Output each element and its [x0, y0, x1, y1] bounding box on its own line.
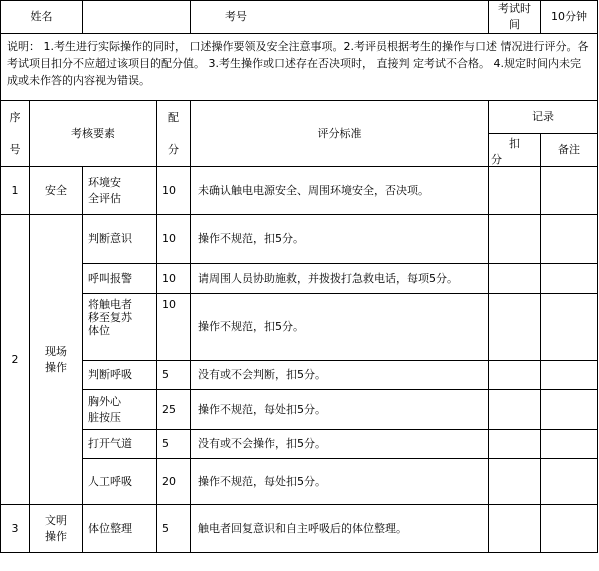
element-name-line: 呼叫报警	[88, 271, 132, 285]
elements-header: 考核要素	[30, 101, 157, 167]
remarks-cell[interactable]	[541, 430, 598, 459]
element-name-line: 打开气道	[88, 437, 132, 450]
table-row	[1, 215, 598, 264]
element-name-cell	[83, 390, 157, 430]
name-label: 姓名	[1, 1, 83, 34]
table-row	[1, 459, 598, 505]
table-row	[1, 390, 598, 430]
score-cell: 10	[157, 294, 191, 361]
deduct-cell[interactable]	[489, 361, 541, 390]
criteria-cell: 操作不规范，每处扣5分。	[191, 459, 489, 505]
element-name-line: 体位整理	[88, 521, 132, 535]
instructions-row	[1, 34, 598, 101]
element-name-cell	[83, 167, 157, 215]
table-row	[1, 167, 598, 215]
element-name-cell	[83, 361, 157, 390]
score-cell: 10	[157, 167, 191, 215]
seq-cell: 3	[1, 505, 30, 553]
element-name-cell	[83, 294, 157, 361]
deduct-cell[interactable]	[489, 505, 541, 553]
criteria-cell: 未确认触电电源安全、周围环境安全，否决项。	[191, 167, 489, 215]
category-line: 操作	[45, 360, 67, 374]
score-cell: 10	[157, 264, 191, 294]
category-line: 操作	[45, 529, 67, 543]
element-name-line: 判断意识	[88, 232, 132, 245]
remarks-header: 备注	[541, 134, 598, 167]
element-name-cell	[83, 264, 157, 294]
element-name-line: 脏按压	[88, 410, 121, 424]
category-line: 现场	[45, 344, 67, 358]
remarks-cell[interactable]	[541, 459, 598, 505]
category-cell	[30, 167, 83, 215]
criteria-cell: 没有或不会判断，扣5分。	[191, 361, 489, 390]
seq-header: 序 号	[1, 101, 30, 167]
category-cell	[30, 215, 83, 505]
exam-no-label	[191, 1, 489, 34]
name-field[interactable]	[83, 1, 191, 34]
remarks-cell[interactable]	[541, 215, 598, 264]
element-name-line: 胸外心	[88, 394, 121, 408]
element-name-line: 体位	[88, 324, 110, 337]
exam-time-value: 10分钟	[541, 1, 598, 34]
criteria-cell: 操作不规范，每处扣5分。	[191, 390, 489, 430]
score-cell: 10	[157, 215, 191, 264]
score-cell: 5	[157, 505, 191, 553]
element-name-line: 判断呼吸	[88, 368, 132, 381]
element-name-line: 人工呼吸	[88, 474, 132, 488]
element-name-line: 移至复苏	[88, 311, 132, 324]
criteria-cell: 操作不规范，扣5分。	[191, 294, 489, 361]
element-name-cell	[83, 505, 157, 553]
criteria-cell: 请周围人员协助施救，并拨拨打急救电话，每项5分。	[191, 264, 489, 294]
seq-cell: 1	[1, 167, 30, 215]
category-cell	[30, 505, 83, 553]
criteria-cell: 没有或不会操作，扣5分。	[191, 430, 489, 459]
column-header-row	[1, 101, 598, 134]
instructions-text: 说明： 1.考生进行实际操作的同时， 口述操作要领及安全注意事项。2.考评员根据考生的操作与口述 情况进行评分。各考试项目扣分不应超过该项目的配分值。 3.考生操作或口述存在否决项时， 直接判 定考试不合格。 4.规定时间内未完成或未作答的内容视为错误。	[1, 34, 598, 101]
record-header: 记录	[489, 101, 598, 134]
header-row	[1, 1, 598, 34]
score-cell: 5	[157, 430, 191, 459]
element-name-line: 环境安	[88, 175, 121, 189]
seq-cell: 2	[1, 215, 30, 505]
category-line: 文明	[45, 513, 67, 527]
exam-no-label-text: 考号	[225, 10, 247, 23]
deduct-cell[interactable]	[489, 430, 541, 459]
deduct-cell[interactable]	[489, 459, 541, 505]
table-row	[1, 264, 598, 294]
criteria-header: 评分标准	[191, 101, 489, 167]
score-cell: 25	[157, 390, 191, 430]
score-cell: 5	[157, 361, 191, 390]
table-row	[1, 294, 598, 361]
table-row	[1, 430, 598, 459]
element-name-cell	[83, 430, 157, 459]
criteria-cell: 触电者回复意识和自主呼吸后的体位整理。	[191, 505, 489, 553]
element-name-cell	[83, 459, 157, 505]
remarks-cell[interactable]	[541, 361, 598, 390]
category-line: 安全	[45, 183, 67, 197]
deduct-cell[interactable]	[489, 264, 541, 294]
element-name-cell	[83, 215, 157, 264]
exam-time-label: 考试时间	[489, 1, 541, 34]
element-name-line: 将触电者	[88, 298, 132, 311]
deduct-cell[interactable]	[489, 294, 541, 361]
remarks-cell[interactable]	[541, 390, 598, 430]
table-row	[1, 505, 598, 553]
deduct-cell[interactable]	[489, 167, 541, 215]
remarks-cell[interactable]	[541, 505, 598, 553]
score-cell: 20	[157, 459, 191, 505]
deduct-cell[interactable]	[489, 390, 541, 430]
table-row	[1, 361, 598, 390]
element-name-line: 全评估	[88, 191, 121, 205]
remarks-cell[interactable]	[541, 264, 598, 294]
deduct-cell[interactable]	[489, 215, 541, 264]
points-header: 配 分	[157, 101, 191, 167]
deduct-header: 扣 分	[489, 134, 541, 167]
remarks-cell[interactable]	[541, 167, 598, 215]
remarks-cell[interactable]	[541, 294, 598, 361]
criteria-cell: 操作不规范，扣5分。	[191, 215, 489, 264]
